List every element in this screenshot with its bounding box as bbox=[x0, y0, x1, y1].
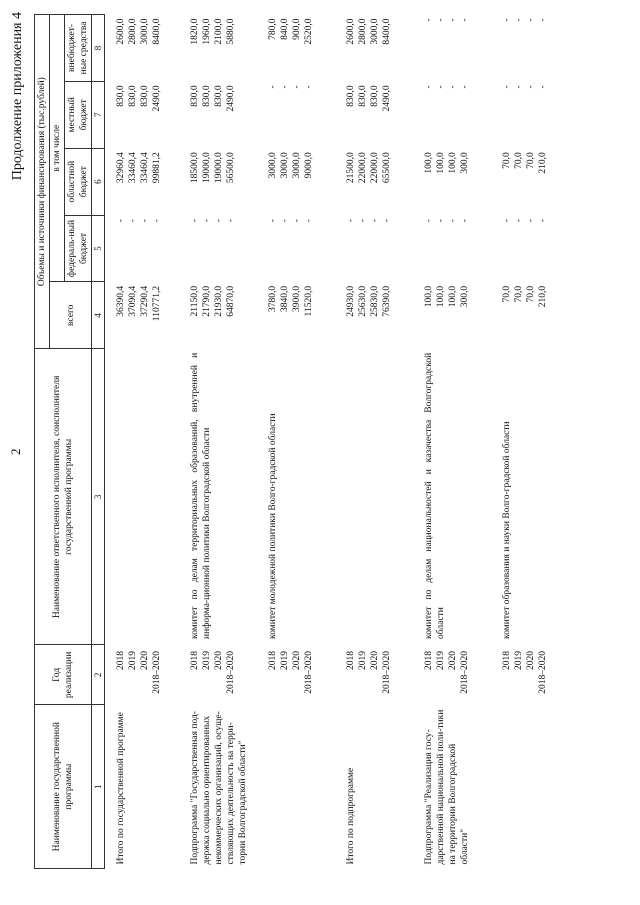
regional-value: 22000,0 bbox=[370, 152, 380, 184]
total-value: 210,0 bbox=[538, 285, 548, 308]
regional-value: 19000,0 bbox=[202, 152, 212, 184]
year-value: 2018–2020 bbox=[460, 650, 470, 694]
federal-cell bbox=[105, 215, 180, 282]
extra-value: 2800,0 bbox=[358, 18, 368, 45]
year-value: 2018 bbox=[346, 650, 356, 670]
local-value: - bbox=[304, 85, 314, 89]
extra-value: 2800,0 bbox=[128, 18, 138, 45]
header-total: всего bbox=[50, 282, 92, 349]
total-value: 70,0 bbox=[514, 285, 524, 303]
extra-value: - bbox=[448, 18, 458, 22]
year-value: 2018–2020 bbox=[382, 650, 392, 694]
year-value: 2018–2020 bbox=[226, 650, 236, 694]
extra-value: - bbox=[514, 18, 524, 22]
extra-value: - bbox=[538, 18, 548, 22]
local-value: 830,0 bbox=[370, 85, 380, 107]
local-value: - bbox=[268, 85, 278, 89]
local-value: 830,0 bbox=[346, 85, 356, 107]
col-number: 8 bbox=[92, 15, 105, 82]
regional-value: 21500,0 bbox=[346, 152, 356, 184]
local-cell bbox=[105, 81, 180, 148]
extra-cell bbox=[491, 15, 569, 82]
years-cell bbox=[257, 645, 335, 705]
total-value: 70,0 bbox=[502, 285, 512, 303]
total-value: 21790,0 bbox=[202, 285, 212, 317]
regional-value: 18500,0 bbox=[190, 152, 200, 184]
regional-value: 9000,0 bbox=[304, 152, 314, 179]
regional-value: 300,0 bbox=[460, 152, 470, 174]
federal-value: - bbox=[358, 219, 368, 223]
federal-value: - bbox=[448, 219, 458, 223]
extra-value: 1820,0 bbox=[190, 18, 200, 45]
local-value: 2490,0 bbox=[152, 85, 162, 112]
total-value: 11520,0 bbox=[304, 285, 314, 317]
total-cell bbox=[257, 282, 335, 349]
executor-cell bbox=[257, 349, 335, 645]
local-value: - bbox=[460, 85, 470, 89]
extra-value: - bbox=[460, 18, 470, 22]
extra-value: - bbox=[526, 18, 536, 22]
col-number: 7 bbox=[92, 81, 105, 148]
header-including: в том числе bbox=[50, 15, 65, 282]
col-number: 1 bbox=[92, 705, 105, 869]
total-cell bbox=[413, 282, 491, 349]
program-name-cell bbox=[491, 705, 569, 869]
appendix-title: Продолжение приложения 4 bbox=[10, 12, 25, 181]
years-cell bbox=[105, 645, 180, 705]
extra-value: 3000,0 bbox=[370, 18, 380, 45]
local-cell bbox=[179, 81, 257, 148]
executor-name: комитет молодежной политики Волго-градской области bbox=[268, 413, 278, 639]
total-cell bbox=[335, 282, 413, 349]
years-cell bbox=[335, 645, 413, 705]
program-name: Итого по подпрограмме bbox=[346, 767, 356, 865]
col-number: 2 bbox=[92, 645, 105, 705]
extra-cell bbox=[179, 15, 257, 82]
federal-value: - bbox=[514, 219, 524, 223]
year-value: 2019 bbox=[514, 650, 524, 670]
regional-value: 70,0 bbox=[502, 152, 512, 169]
total-value: 25830,0 bbox=[370, 285, 380, 317]
federal-value: - bbox=[214, 219, 224, 223]
regional-value: 100,0 bbox=[436, 152, 446, 174]
year-value: 2018 bbox=[424, 650, 434, 670]
years-cell bbox=[491, 645, 569, 705]
federal-value: - bbox=[436, 219, 446, 223]
extra-value: 8400,0 bbox=[382, 18, 392, 45]
year-value: 2018 bbox=[268, 650, 278, 670]
year-value: 2020 bbox=[292, 650, 302, 670]
year-value: 2020 bbox=[140, 650, 150, 670]
program-name: Подпрограмма "Государственная под-держка социально ориентированных некоммерческих организаций, осуще-ствляющих деятельность на терри-тории Волгоградской области" bbox=[190, 711, 248, 865]
total-value: 110771,2 bbox=[152, 285, 162, 322]
total-value: 300,0 bbox=[460, 285, 470, 308]
regional-cell bbox=[413, 148, 491, 215]
local-value: - bbox=[538, 85, 548, 89]
total-value: 70,0 bbox=[526, 285, 536, 303]
federal-value: - bbox=[116, 219, 126, 223]
federal-cell bbox=[491, 215, 569, 282]
extra-value: 2100,0 bbox=[214, 18, 224, 45]
regional-value: 19000,0 bbox=[214, 152, 224, 184]
extra-value: 780,0 bbox=[268, 18, 278, 40]
regional-cell bbox=[105, 148, 180, 215]
program-name-cell bbox=[105, 705, 180, 869]
regional-value: 210,0 bbox=[538, 152, 548, 174]
federal-value: - bbox=[424, 219, 434, 223]
local-value: 830,0 bbox=[214, 85, 224, 107]
total-value: 3780,0 bbox=[268, 285, 278, 313]
local-value: - bbox=[514, 85, 524, 89]
total-value: 100,0 bbox=[424, 285, 434, 308]
year-value: 2018–2020 bbox=[538, 650, 548, 694]
header-executor: Наименование ответственного исполнителя, соисполнителя государственной программы bbox=[35, 349, 92, 645]
regional-cell bbox=[257, 148, 335, 215]
executor-name: комитет по делам территориальных образований, внутренней и информа-ционной политики Волгоградской области bbox=[190, 352, 212, 639]
total-value: 37290,4 bbox=[140, 285, 150, 317]
extra-value: - bbox=[424, 18, 434, 22]
extra-cell bbox=[257, 15, 335, 82]
regional-value: 33460,4 bbox=[128, 152, 138, 184]
executor-cell bbox=[491, 349, 569, 645]
total-value: 24930,0 bbox=[346, 285, 356, 317]
header-extrabudget: внебюджет-ные средства bbox=[65, 15, 92, 82]
federal-cell bbox=[257, 215, 335, 282]
total-value: 37090,4 bbox=[128, 285, 138, 317]
table-row bbox=[105, 15, 180, 869]
federal-value: - bbox=[526, 219, 536, 223]
table-row bbox=[413, 15, 491, 869]
total-cell bbox=[179, 282, 257, 349]
local-value: - bbox=[292, 85, 302, 89]
regional-value: 32960,4 bbox=[116, 152, 126, 184]
table-row bbox=[257, 15, 335, 869]
extra-value: - bbox=[502, 18, 512, 22]
regional-value: 3000,0 bbox=[280, 152, 290, 179]
local-cell bbox=[413, 81, 491, 148]
total-value: 64870,0 bbox=[226, 285, 236, 317]
executor-cell bbox=[413, 349, 491, 645]
header-regional: областной бюджет bbox=[65, 148, 92, 215]
table-body bbox=[105, 15, 570, 869]
header-name: Наименование государственной программы bbox=[35, 705, 92, 869]
program-name-cell bbox=[335, 705, 413, 869]
col-number: 6 bbox=[92, 148, 105, 215]
page-number: 2 bbox=[8, 448, 23, 455]
local-value: - bbox=[280, 85, 290, 89]
program-name-cell bbox=[413, 705, 491, 869]
regional-value: 22000,0 bbox=[358, 152, 368, 184]
local-value: - bbox=[436, 85, 446, 89]
federal-cell bbox=[335, 215, 413, 282]
regional-value: 3000,0 bbox=[268, 152, 278, 179]
extra-value: 3000,0 bbox=[140, 18, 150, 45]
local-value: - bbox=[448, 85, 458, 89]
federal-value: - bbox=[152, 219, 162, 223]
years-cell bbox=[179, 645, 257, 705]
regional-cell bbox=[179, 148, 257, 215]
year-value: 2018 bbox=[502, 650, 512, 670]
federal-value: - bbox=[128, 219, 138, 223]
federal-value: - bbox=[538, 219, 548, 223]
year-value: 2020 bbox=[526, 650, 536, 670]
regional-value: 33460,4 bbox=[140, 152, 150, 184]
federal-value: - bbox=[226, 219, 236, 223]
header-federal: федераль-ный бюджет bbox=[65, 215, 92, 282]
col-number: 5 bbox=[92, 215, 105, 282]
total-value: 100,0 bbox=[436, 285, 446, 308]
regional-value: 70,0 bbox=[514, 152, 524, 169]
local-value: 830,0 bbox=[190, 85, 200, 107]
extra-value: 900,0 bbox=[292, 18, 302, 40]
federal-value: - bbox=[304, 219, 314, 223]
regional-cell bbox=[335, 148, 413, 215]
total-value: 3900,0 bbox=[292, 285, 302, 313]
local-value: 830,0 bbox=[140, 85, 150, 107]
program-name: Подпрограмма "Реализация госу-дарственной национальной поли-тики на территории Волгоградской области" bbox=[424, 709, 470, 865]
total-value: 21150,0 bbox=[190, 285, 200, 317]
year-value: 2019 bbox=[202, 650, 212, 670]
federal-value: - bbox=[268, 219, 278, 223]
regional-value: 99881,2 bbox=[152, 152, 162, 184]
federal-value: - bbox=[370, 219, 380, 223]
table-row bbox=[335, 15, 413, 869]
column-numbers-row bbox=[92, 15, 105, 869]
executor-name: комитет образования и науки Волго-градской области bbox=[502, 421, 512, 639]
executor-cell bbox=[335, 349, 413, 645]
total-value: 100,0 bbox=[448, 285, 458, 308]
regional-value: 100,0 bbox=[448, 152, 458, 174]
funding-table bbox=[34, 14, 569, 869]
federal-value: - bbox=[346, 219, 356, 223]
local-value: - bbox=[424, 85, 434, 89]
total-value: 25630,0 bbox=[358, 285, 368, 317]
federal-value: - bbox=[190, 219, 200, 223]
table-row bbox=[491, 15, 569, 869]
regional-value: 100,0 bbox=[424, 152, 434, 174]
year-value: 2020 bbox=[448, 650, 458, 670]
program-name: Итого по государственной программе bbox=[116, 712, 126, 865]
regional-value: 3000,0 bbox=[292, 152, 302, 179]
year-value: 2018–2020 bbox=[304, 650, 314, 694]
col-number: 4 bbox=[92, 282, 105, 349]
extra-value: 5880,0 bbox=[226, 18, 236, 45]
extra-value: 2520,0 bbox=[304, 18, 314, 45]
year-value: 2019 bbox=[358, 650, 368, 670]
header-local: местный бюджет bbox=[65, 81, 92, 148]
total-value: 76390,0 bbox=[382, 285, 392, 317]
regional-value: 70,0 bbox=[526, 152, 536, 169]
local-value: 2490,0 bbox=[226, 85, 236, 112]
executor-name: комитет по делам национальностей и казачества Волгоградской области bbox=[424, 352, 446, 639]
extra-cell bbox=[413, 15, 491, 82]
years-cell bbox=[413, 645, 491, 705]
regional-value: 65500,0 bbox=[382, 152, 392, 184]
federal-value: - bbox=[382, 219, 392, 223]
year-value: 2019 bbox=[436, 650, 446, 670]
local-value: 2490,0 bbox=[382, 85, 392, 112]
federal-value: - bbox=[460, 219, 470, 223]
total-value: 21930,0 bbox=[214, 285, 224, 317]
executor-cell bbox=[179, 349, 257, 645]
header-funding: Объемы и источники финансирования (тыс.рублей) bbox=[35, 15, 50, 349]
regional-value: 56500,0 bbox=[226, 152, 236, 184]
federal-value: - bbox=[292, 219, 302, 223]
local-value: 830,0 bbox=[116, 85, 126, 107]
federal-value: - bbox=[202, 219, 212, 223]
total-value: 3840,0 bbox=[280, 285, 290, 313]
table-row bbox=[179, 15, 257, 869]
program-name-cell bbox=[257, 705, 335, 869]
local-cell bbox=[335, 81, 413, 148]
program-name-cell bbox=[179, 705, 257, 869]
year-value: 2019 bbox=[128, 650, 138, 670]
federal-cell bbox=[179, 215, 257, 282]
extra-cell bbox=[335, 15, 413, 82]
local-cell bbox=[257, 81, 335, 148]
extra-value: 1960,0 bbox=[202, 18, 212, 45]
year-value: 2020 bbox=[370, 650, 380, 670]
year-value: 2018–2020 bbox=[152, 650, 162, 694]
federal-value: - bbox=[280, 219, 290, 223]
federal-value: - bbox=[502, 219, 512, 223]
total-cell bbox=[105, 282, 180, 349]
year-value: 2020 bbox=[214, 650, 224, 670]
total-cell bbox=[491, 282, 569, 349]
header-year: Год реализации bbox=[35, 645, 92, 705]
federal-cell bbox=[413, 215, 491, 282]
year-value: 2018 bbox=[190, 650, 200, 670]
extra-value: - bbox=[436, 18, 446, 22]
extra-value: 8400,0 bbox=[152, 18, 162, 45]
local-value: 830,0 bbox=[128, 85, 138, 107]
extra-value: 840,0 bbox=[280, 18, 290, 40]
total-value: 36390,4 bbox=[116, 285, 126, 317]
local-value: - bbox=[502, 85, 512, 89]
extra-value: 2600,0 bbox=[116, 18, 126, 45]
extra-value: 2600,0 bbox=[346, 18, 356, 45]
year-value: 2018 bbox=[116, 650, 126, 670]
col-number: 3 bbox=[92, 349, 105, 645]
local-value: 830,0 bbox=[202, 85, 212, 107]
local-cell bbox=[491, 81, 569, 148]
extra-cell bbox=[105, 15, 180, 82]
federal-value: - bbox=[140, 219, 150, 223]
local-value: - bbox=[526, 85, 536, 89]
regional-cell bbox=[491, 148, 569, 215]
year-value: 2019 bbox=[280, 650, 290, 670]
executor-cell bbox=[105, 349, 180, 645]
local-value: 830,0 bbox=[358, 85, 368, 107]
